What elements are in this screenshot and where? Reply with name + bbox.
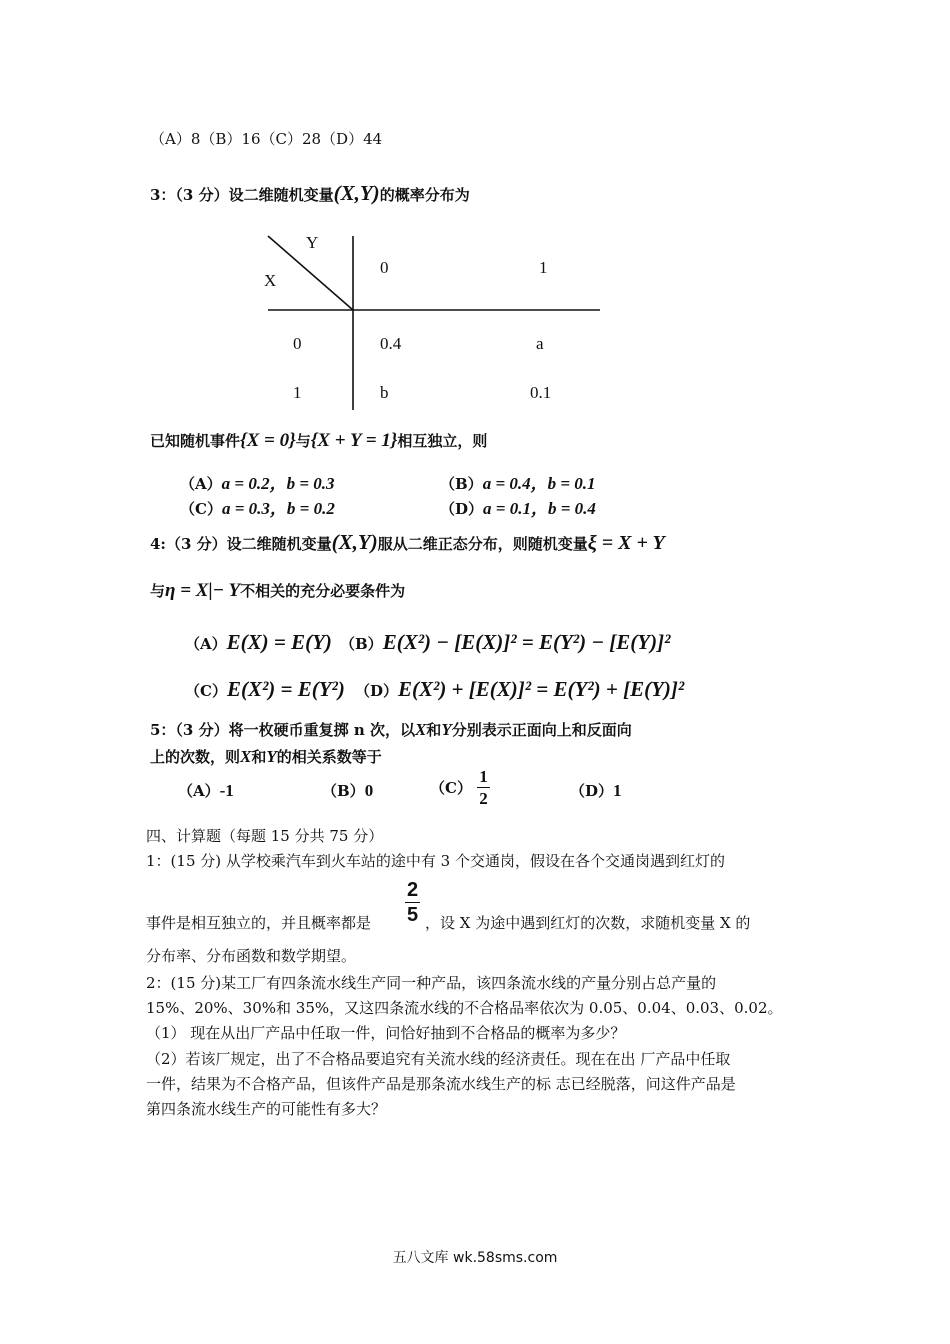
q5-option-b-text: 0 (364, 781, 374, 800)
q3-option-a-label: （A） (180, 475, 222, 493)
table-col-header-1: 1 (539, 258, 548, 277)
q5-line2-post: 的相关系数等于 (276, 748, 382, 766)
problem2-question2-line2: 一件，结果为不合格产品，但该件产品是那条流水线生产的标 志已经脱落，问这件产品是 (146, 1075, 736, 1093)
table-cell-0-0: 0.4 (380, 334, 402, 353)
q3-option-a (180, 469, 335, 494)
q5-line2-pre: 上的次数，则 (150, 748, 241, 766)
problem2-question2-line1: （2）若该厂规定，出了不合格品要追究有关流水线的经济责任。现在在出 厂产品中任取 (146, 1050, 731, 1068)
q5-option-a-label: （A） (178, 782, 220, 800)
q4-stem-math1: (X,Y) (331, 530, 378, 554)
q5-line1-x: X (414, 720, 427, 739)
section4-title: 四、计算题（每题 15 分共 75 分） (146, 827, 384, 845)
table-lines (260, 230, 605, 415)
q4-line2 (150, 580, 405, 602)
q5-option-a-text: -1 (219, 781, 234, 800)
problem2-line2: 15%、20%、30%和 35%，又这四条流水线的不合格品率依次为 0.05、0.04、0.03、0.02。 (146, 999, 783, 1017)
q5-line1-post: 分别表示正面向上和反面向 (451, 721, 632, 739)
q4-stem (150, 530, 665, 555)
q5-line2-x: X (240, 747, 252, 766)
problem1-fraction (405, 880, 420, 925)
q5-option-a (178, 780, 234, 801)
q3-option-d-label: （D） (440, 500, 484, 518)
q3-option-c (180, 494, 335, 519)
q5-option-c-fraction (477, 768, 490, 807)
q5-option-b (322, 780, 373, 801)
q3-option-d (440, 494, 596, 519)
q3-stem (150, 181, 470, 206)
q3-option-d-text: a = 0.1，b = 0.4 (483, 499, 596, 518)
q5-line1-y: Y (441, 720, 452, 739)
problem1-fraction-denominator: 5 (407, 904, 419, 926)
q5-option-d (570, 780, 622, 801)
q4-option-c (185, 677, 345, 702)
q3-stem-math: (X,Y) (333, 181, 380, 205)
q4-option-c-label: （C） (185, 682, 227, 700)
problem2-question2-line3: 第四条流水线生产的可能性有多大？ (146, 1100, 387, 1118)
q3-condition-post: 相互独立，则 (397, 432, 488, 450)
q5-line2 (150, 746, 382, 767)
table-cell-1-1: 0.1 (530, 383, 552, 402)
q3-option-c-label: （C） (180, 500, 222, 518)
q4-line2-pre: 与 (150, 582, 166, 600)
q4-option-d-label: （D） (355, 682, 399, 700)
problem2-line1: 2：(15 分)某工厂有四条流水线生产同一种产品，该四条流水线的产量分别占总产量的 (146, 974, 717, 992)
q4-stem-text: 4:（3 分）设二维随机变量 (150, 535, 332, 553)
q4-option-d (355, 677, 684, 702)
q3-option-b (440, 469, 596, 494)
problem1-line2-pre: 事件是相互独立的，并且概率都是 (146, 914, 372, 932)
q3-stem-tail: 的概率分布为 (379, 186, 470, 204)
q3-option-c-text: a = 0.3，b = 0.2 (221, 499, 335, 518)
table-cell-1-0: b (380, 383, 389, 402)
table-cell-0-1: a (536, 334, 544, 353)
q2-options: （A）8（B）16（C）28（D）44 (150, 130, 383, 148)
q3-event-1: {X = 0} (240, 430, 296, 451)
q5-line2-mid: 和 (251, 748, 267, 766)
q3-option-a-text: a = 0.2，b = 0.3 (221, 474, 335, 493)
q4-option-c-math: E(X²) = E(Y²) (226, 677, 345, 701)
q3-option-b-text: a = 0.4，b = 0.1 (482, 474, 596, 493)
table-y-label: Y (306, 233, 319, 252)
q3-condition-mid: 与 (295, 432, 311, 450)
q5-line2-y: Y (266, 747, 277, 766)
problem1-fraction-inner (405, 880, 420, 925)
q5-line1-pre: 5：（3 分）将一枚硬币重复掷 n 次，以 (150, 721, 415, 739)
q5-option-c-label: （C） (430, 779, 472, 797)
q4-option-a-label: （A） (185, 635, 227, 653)
problem1-line3: 分布率、分布函数和数学期望。 (146, 947, 357, 965)
q4-option-a-math: E(X) = E(Y) (226, 630, 332, 654)
q4-option-b-label: （B） (340, 635, 383, 653)
q4-line2-post: 不相关的充分必要条件为 (240, 582, 406, 600)
q5-line1-mid: 和 (426, 721, 442, 739)
fraction-numerator: 1 (479, 767, 488, 786)
table-row-label-0: 0 (293, 334, 302, 353)
problem1-fraction-numerator: 2 (407, 879, 419, 901)
q4-option-d-math: E(X²) + [E(X)]² = E(Y²) + [E(Y)]² (398, 677, 685, 701)
q5-option-b-label: （B） (322, 782, 365, 800)
problem1-line2-post: ，设 X 为途中遇到红灯的次数，求随机变量 X 的 (425, 914, 751, 932)
q3-event-2: {X + Y = 1} (310, 430, 398, 451)
table-col-header-0: 0 (380, 258, 389, 277)
q5-line1 (150, 719, 632, 740)
q5-option-d-label: （D） (570, 782, 614, 800)
q4-stem-mid: 服从二维正态分布，则随机变量 (377, 535, 588, 553)
q4-option-b-math: E(X²) − [E(X)]² = E(Y²) − [E(Y)]² (382, 630, 671, 654)
q3-condition-pre: 已知随机事件 (150, 432, 241, 450)
problem2-question1: （1） 现在从出厂产品中任取一件，问恰好抽到不合格品的概率为多少？ (146, 1024, 626, 1042)
q3-option-b-label: （B） (440, 475, 483, 493)
problem1-line1: 1：(15 分) 从学校乘汽车到火车站的途中有 3 个交通岗，假设在各个交通岗遇到红灯的 (146, 852, 725, 870)
q4-line2-math: η = X|− Y (165, 580, 241, 601)
q4-option-b (340, 630, 670, 655)
page-footer: 五八文库 wk.58sms.com (392, 1250, 558, 1266)
q5-option-c (430, 768, 490, 807)
q3-stem-text: 3：（3 分）设二维随机变量 (150, 186, 334, 204)
q3-condition (150, 430, 487, 452)
fraction-denominator: 2 (479, 789, 488, 808)
q4-option-a (185, 630, 332, 655)
q4-stem-math2: ξ = X + Y (587, 532, 665, 554)
table-row-label-1: 1 (293, 383, 302, 402)
q5-option-d-text: 1 (613, 781, 622, 800)
table-x-label: X (264, 271, 277, 290)
